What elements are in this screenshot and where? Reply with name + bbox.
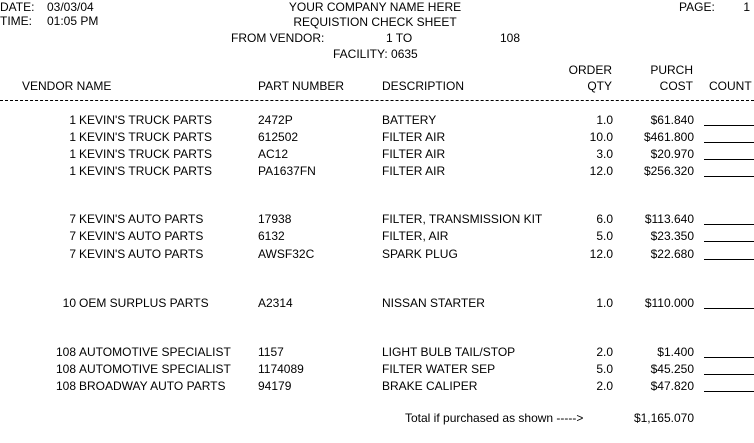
count-entry-line[interactable] — [704, 357, 754, 358]
count-entry-line[interactable] — [704, 259, 754, 260]
row-order-qty: 1.0 — [596, 296, 613, 310]
row-purch-cost: $256.320 — [643, 164, 694, 178]
row-order-qty: 5.0 — [596, 362, 613, 376]
row-part-number: 1174089 — [258, 362, 304, 376]
row-purch-cost: $47.820 — [650, 379, 694, 393]
count-entry-line[interactable] — [704, 374, 754, 375]
row-part-number: 17938 — [258, 212, 292, 226]
row-vendor-name: KEVIN'S TRUCK PARTS — [79, 130, 212, 144]
vendor-to: 108 — [500, 31, 521, 45]
row-vendor-name: AUTOMOTIVE SPECIALIST — [79, 362, 231, 376]
row-purch-cost: $22.680 — [650, 247, 694, 261]
row-purch-cost: $20.970 — [650, 147, 694, 161]
row-purch-cost: $23.350 — [650, 229, 694, 243]
row-purch-cost: $45.250 — [650, 362, 694, 376]
row-vendor-name: KEVIN'S TRUCK PARTS — [79, 113, 212, 127]
row-order-qty: 1.0 — [596, 113, 613, 127]
count-entry-line[interactable] — [704, 142, 754, 143]
row-vendor-name: KEVIN'S AUTO PARTS — [79, 229, 204, 243]
row-part-number: 94179 — [258, 379, 292, 393]
row-description: FILTER, AIR — [382, 229, 449, 243]
row-part-number: 2472P — [258, 113, 293, 127]
row-description: FILTER AIR — [382, 147, 446, 161]
row-description: BATTERY — [382, 113, 437, 127]
row-description: FILTER WATER SEP — [382, 362, 496, 376]
count-entry-line[interactable] — [704, 391, 754, 392]
row-purch-cost: $461.800 — [643, 130, 694, 144]
row-order-qty: 10.0 — [589, 130, 613, 144]
page-label: PAGE: — [679, 0, 715, 14]
count-entry-line[interactable] — [704, 308, 754, 309]
row-vendor-number: 1 — [69, 113, 76, 127]
count-entry-line[interactable] — [704, 176, 754, 177]
row-vendor-name: KEVIN'S TRUCK PARTS — [79, 147, 212, 161]
row-vendor-number: 108 — [55, 362, 76, 376]
row-part-number: PA1637FN — [258, 164, 316, 178]
row-description: FILTER AIR — [382, 164, 446, 178]
facility: FACILITY: 0635 — [333, 47, 418, 61]
report-title: REQUISTION CHECK SHEET — [293, 15, 457, 29]
row-vendor-number: 7 — [69, 229, 76, 243]
date-label: DATE: — [0, 0, 35, 14]
row-vendor-number: 1 — [69, 164, 76, 178]
col-vendor-name: VENDOR NAME — [22, 79, 112, 93]
row-vendor-name: OEM SURPLUS PARTS — [79, 296, 209, 310]
row-vendor-number: 1 — [69, 147, 76, 161]
row-order-qty: 6.0 — [596, 212, 613, 226]
row-description: NISSAN STARTER — [382, 296, 485, 310]
total-label: Total if purchased as shown -----> — [405, 411, 584, 425]
row-purch-cost: $1.400 — [657, 345, 694, 359]
row-purch-cost: $113.640 — [644, 212, 694, 226]
row-vendor-name: KEVIN'S AUTO PARTS — [79, 247, 204, 261]
row-part-number: AC12 — [258, 147, 289, 161]
header-divider — [0, 100, 754, 101]
count-entry-line[interactable] — [704, 159, 754, 160]
time-label: TIME: — [0, 14, 32, 28]
row-part-number: A2314 — [258, 296, 293, 310]
row-description: FILTER, TRANSMISSION KIT — [382, 212, 543, 226]
count-entry-line[interactable] — [704, 125, 754, 126]
row-vendor-name: KEVIN'S AUTO PARTS — [79, 212, 204, 226]
date-value: 03/03/04 — [47, 0, 94, 14]
from-vendor-label: FROM VENDOR: — [231, 31, 325, 45]
row-vendor-number: 1 — [69, 130, 76, 144]
time-value: 01:05 PM — [47, 14, 99, 28]
col-order-bottom: QTY — [587, 79, 612, 93]
col-purch-bottom: COST — [659, 79, 693, 93]
total-value: $1,165.070 — [633, 411, 694, 425]
row-description: SPARK PLUG — [382, 247, 458, 261]
row-order-qty: 12.0 — [589, 247, 613, 261]
row-vendor-number: 7 — [69, 212, 76, 226]
row-vendor-name: KEVIN'S TRUCK PARTS — [79, 164, 212, 178]
page-number: 1 — [743, 0, 750, 14]
row-purch-cost: $110.000 — [644, 296, 694, 310]
col-count: COUNT — [709, 79, 752, 93]
vendor-from: 1 TO — [386, 31, 413, 45]
row-purch-cost: $61.840 — [650, 113, 694, 127]
row-description: FILTER AIR — [382, 130, 446, 144]
row-part-number: AWSF32C — [258, 247, 315, 261]
col-purch-top: PURCH — [650, 63, 693, 77]
col-part-number: PART NUMBER — [258, 79, 345, 93]
count-entry-line[interactable] — [704, 224, 754, 225]
row-vendor-name: BROADWAY AUTO PARTS — [79, 379, 226, 393]
company-name: YOUR COMPANY NAME HERE — [288, 0, 462, 14]
row-vendor-number: 10 — [62, 296, 76, 310]
row-vendor-number: 108 — [55, 345, 76, 359]
col-order-top: ORDER — [568, 63, 612, 77]
row-vendor-number: 7 — [69, 247, 76, 261]
col-description: DESCRIPTION — [382, 79, 465, 93]
row-description: LIGHT BULB TAIL/STOP — [382, 345, 516, 359]
row-part-number: 612502 — [258, 130, 299, 144]
row-order-qty: 3.0 — [596, 147, 613, 161]
row-description: BRAKE CALIPER — [382, 379, 478, 393]
row-order-qty: 5.0 — [596, 229, 613, 243]
row-vendor-name: AUTOMOTIVE SPECIALIST — [79, 345, 231, 359]
row-order-qty: 2.0 — [596, 345, 613, 359]
row-order-qty: 2.0 — [596, 379, 613, 393]
row-part-number: 1157 — [258, 345, 284, 359]
row-part-number: 6132 — [258, 229, 285, 243]
row-vendor-number: 108 — [55, 379, 76, 393]
row-order-qty: 12.0 — [589, 164, 613, 178]
count-entry-line[interactable] — [704, 241, 754, 242]
